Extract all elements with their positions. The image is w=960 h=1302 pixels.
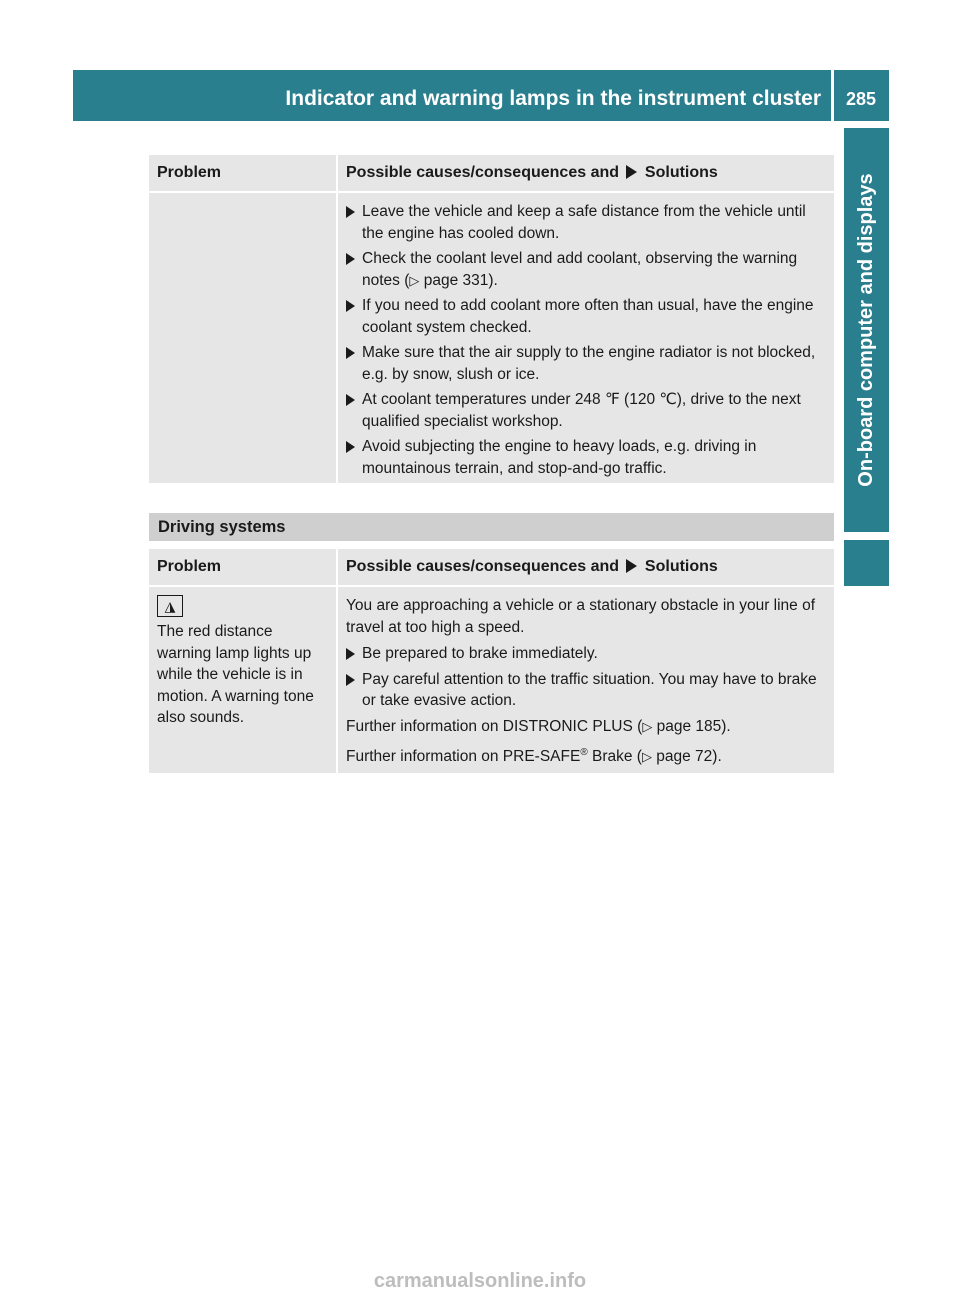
step-arrow-icon	[346, 253, 355, 265]
step-text: Make sure that the air supply to the engine radiator is not blocked, e.g. by snow, slush or ice.	[362, 344, 816, 383]
solutions-arrow-icon	[626, 165, 637, 179]
problem-text: The red distance warning lamp lights up while the vehicle is in motion. A warning tone also sounds.	[157, 623, 314, 726]
solution-step	[346, 248, 828, 291]
solutions-header-suffix: Solutions	[644, 558, 718, 575]
solution-step	[346, 389, 828, 432]
problem-header: Problem	[149, 549, 337, 586]
page-ref-icon: ▷	[641, 749, 652, 765]
solutions-arrow-icon	[626, 559, 637, 573]
solutions-header	[337, 549, 834, 586]
info-text: Further information on DISTRONIC PLUS (	[346, 717, 643, 735]
problem-header: Problem	[149, 155, 337, 192]
chapter-side-tab	[844, 128, 889, 532]
solution-step	[346, 295, 828, 338]
info-text: Brake (	[587, 748, 642, 766]
solutions-header-prefix: Possible causes/consequences and	[346, 558, 620, 575]
problem-cell-empty	[149, 192, 337, 483]
chapter-label: On-board computer and displays	[855, 173, 877, 487]
solution-step	[346, 643, 828, 665]
page-ref-icon: ▷	[642, 718, 653, 734]
overheat-table	[149, 155, 834, 483]
driving-systems-table	[149, 549, 834, 773]
solution-intro: You are approaching a vehicle or a stationary obstacle in your line of travel at too high a speed.	[346, 597, 816, 636]
registered-mark: ®	[580, 747, 588, 758]
page-ref-link[interactable]: page 72).	[656, 748, 722, 766]
solutions-header-prefix: Possible causes/consequences and	[346, 164, 620, 181]
page-ref-link[interactable]: page 185).	[656, 717, 731, 735]
solution-step	[346, 436, 828, 479]
problem-cell	[149, 586, 337, 773]
solution-step	[346, 342, 828, 385]
step-arrow-icon	[346, 648, 355, 660]
further-info-distronic	[346, 716, 828, 738]
step-text: Leave the vehicle and keep a safe distance from the vehicle until the engine has cooled down.	[362, 203, 806, 242]
solutions-header	[337, 155, 834, 192]
header-title: Indicator and warning lamps in the instrument cluster	[285, 87, 821, 110]
solutions-cell	[337, 192, 834, 483]
solutions-cell	[337, 586, 834, 773]
step-arrow-icon	[346, 206, 355, 218]
info-text: Further information on PRE-SAFE	[346, 748, 581, 766]
section-title: Driving systems	[149, 513, 834, 541]
step-text: At coolant temperatures under 248 ℉ (120 ℃), drive to the next qualified specialist workshop.	[362, 391, 801, 430]
step-arrow-icon	[346, 441, 355, 453]
step-text: Be prepared to brake immediately.	[362, 645, 598, 662]
step-arrow-icon	[346, 674, 355, 686]
side-tab-block	[844, 540, 889, 586]
step-text: Pay careful attention to the traffic situation. You may have to brake or take evasive action.	[362, 670, 817, 709]
solution-step	[346, 201, 828, 244]
page-ref-icon: ▷	[409, 272, 420, 288]
page-number: 285	[846, 89, 877, 109]
step-text: Avoid subjecting the engine to heavy loads, e.g. driving in mountainous terrain, and stop-and-go traffic.	[362, 438, 757, 477]
watermark: carmanualsonline.info	[373, 1270, 587, 1292]
step-arrow-icon	[346, 300, 355, 312]
step-text: If you need to add coolant more often than usual, have the engine coolant system checked.	[362, 297, 814, 336]
page-ref-link[interactable]: page 331).	[423, 271, 498, 289]
page-header	[73, 70, 889, 121]
step-text: Check the coolant level and add coolant, observing the warning notes (	[362, 250, 798, 289]
solutions-header-suffix: Solutions	[644, 164, 718, 181]
solution-step	[346, 669, 828, 712]
step-arrow-icon	[346, 347, 355, 359]
step-arrow-icon	[346, 394, 355, 406]
further-info-presafe	[346, 742, 828, 768]
distance-warning-lamp-icon: ◮	[157, 595, 183, 617]
